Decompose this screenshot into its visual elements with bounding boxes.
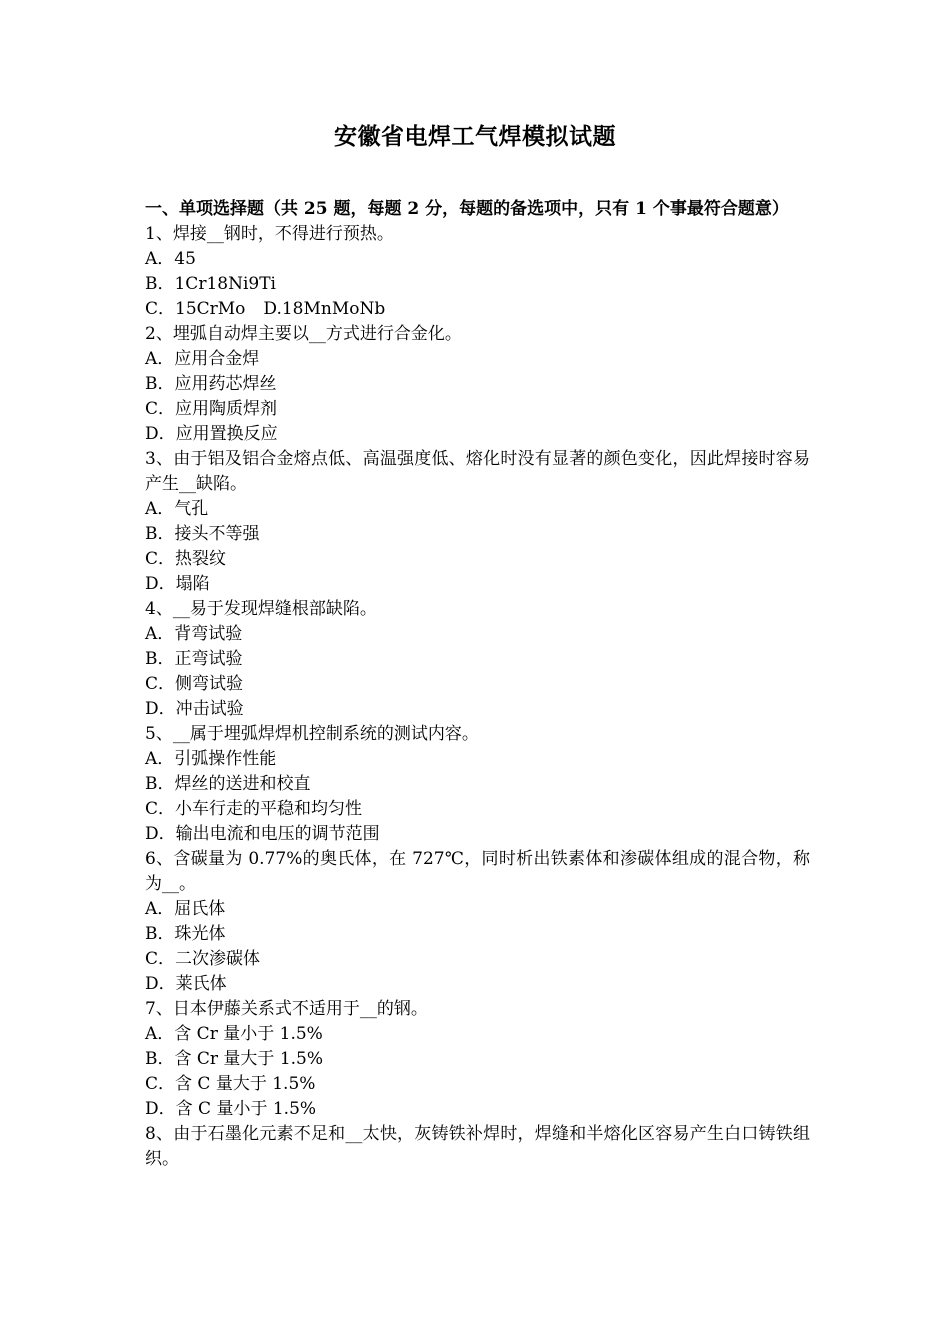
option-b: B．珠光体 [145,924,226,944]
option-d: D．莱氏体 [145,974,227,994]
option-c: C．侧弯试验 [145,674,244,694]
option-d: D．塌陷 [145,574,210,594]
question-8 [145,1122,810,1172]
question-1 [145,222,810,322]
option-c: C．含 C 量大于 1.5% [145,1074,316,1094]
option-a: A．含 Cr 量小于 1.5% [145,1024,323,1044]
question-2 [145,322,810,447]
option-a: A．引弧操作性能 [145,749,277,769]
section-heading: 一、单项选择题（共 25 题，每题 2 分，每题的备选项中，只有 1 个事最符合题意） [145,199,789,219]
option-b: B．应用药芯焊丝 [145,374,277,394]
question-text: 5、__属于埋弧焊焊机控制系统的测试内容。 [145,724,479,744]
option-b: B．焊丝的送进和校直 [145,774,311,794]
question-6 [145,847,810,997]
option-b: B．含 Cr 量大于 1.5% [145,1049,324,1069]
options-c-d-line [145,297,810,322]
question-text: 8、由于石墨化元素不足和__太快，灰铸铁补焊时，焊缝和半熔化区容易产生白口铸铁组织。 [145,1124,810,1169]
document-body [145,197,810,1172]
option-c: C．二次渗碳体 [145,949,261,969]
option-c: C．应用陶质焊剂 [145,399,278,419]
option-c: C．热裂纹 [145,549,227,569]
option-b: B．1Cr18Ni9Ti [145,274,276,294]
option-d: D．含 C 量小于 1.5% [145,1099,317,1119]
option-d: D．应用置换反应 [145,424,278,444]
option-d: D．冲击试验 [145,699,244,719]
question-text: 6、含碳量为 0.77%的奥氏体，在 727℃，同时析出铁素体和渗碳体组成的混合物，称为__。 [145,849,810,894]
option-c: C．小车行走的平稳和均匀性 [145,799,363,819]
question-text: 3、由于铝及铝合金熔点低、高温强度低、熔化时没有显著的颜色变化，因此焊接时容易产生__缺陷。 [145,449,810,494]
document-title: 安徽省电焊工气焊模拟试题 [334,123,616,150]
question-7 [145,997,810,1122]
option-b: B．正弯试验 [145,649,243,669]
question-text: 2、埋弧自动焊主要以__方式进行合金化。 [145,324,462,344]
question-text: 7、日本伊藤关系式不适用于__的钢。 [145,999,428,1019]
question-4 [145,597,810,722]
question-3 [145,447,810,597]
option-c: C．15CrMo [145,299,246,319]
option-a: A．背弯试验 [145,624,243,644]
question-text: 4、__易于发现焊缝根部缺陷。 [145,599,377,619]
option-b: B．接头不等强 [145,524,260,544]
question-5 [145,722,810,847]
option-a: A．应用合金焊 [145,349,260,369]
option-a: A．45 [145,249,196,269]
question-text: 1、焊接__钢时，不得进行预热。 [145,224,394,244]
option-d: D.18MnMoNb [263,299,386,319]
option-d: D．输出电流和电压的调节范围 [145,824,380,844]
option-a: A．屈氏体 [145,899,226,919]
option-a: A．气孔 [145,499,209,519]
